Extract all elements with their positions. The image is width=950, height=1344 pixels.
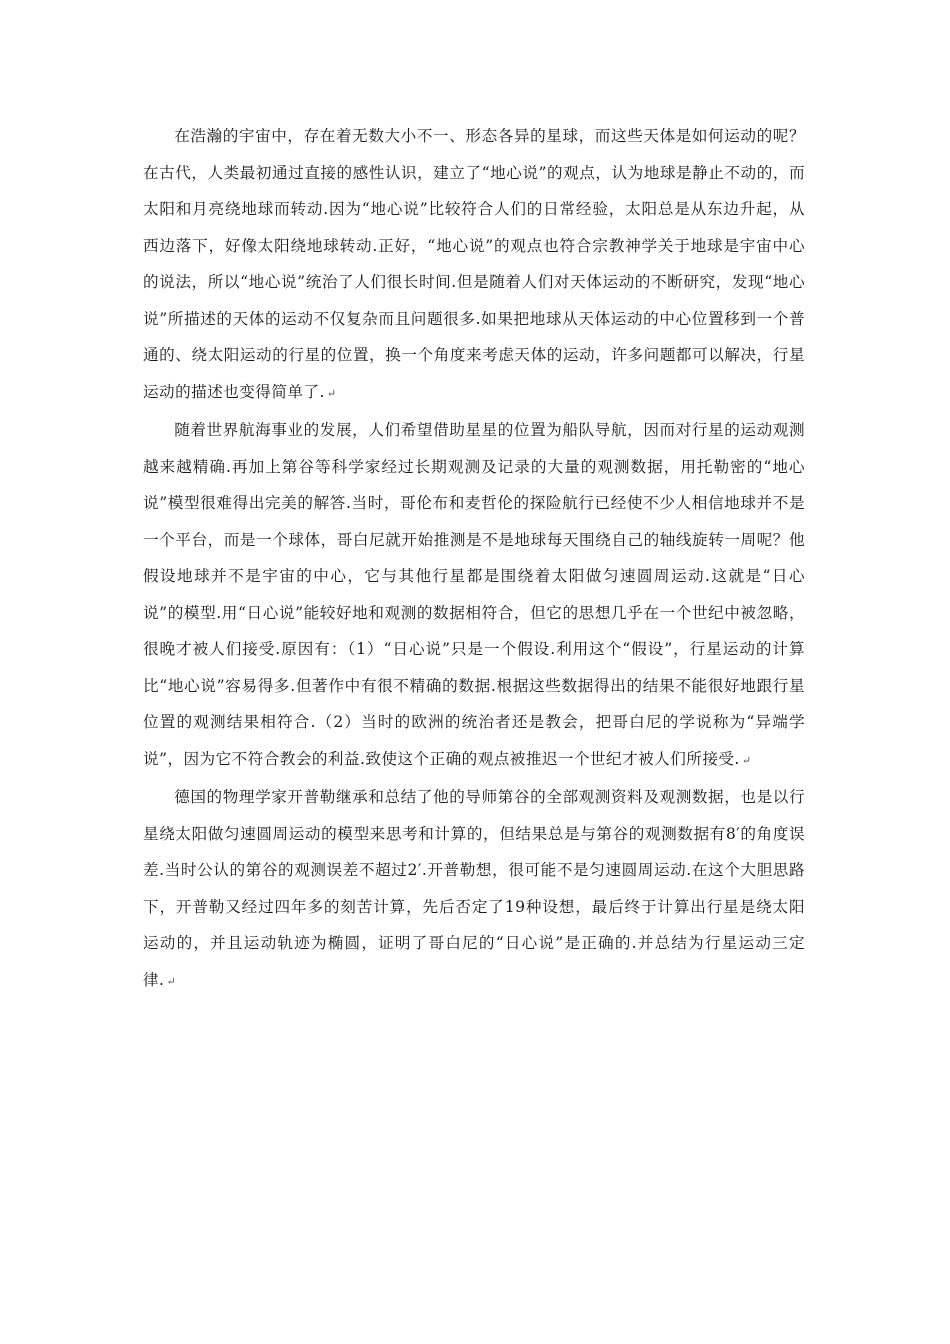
paragraph-mark-icon: ↵ xyxy=(326,386,337,400)
document-body xyxy=(143,118,805,1000)
paragraph-heliocentric xyxy=(143,412,805,779)
paragraph-text: 在浩瀚的宇宙中，存在着无数大小不一、形态各异的星球，而这些天体是如何运动的呢？在古代，人类最初通过直接的感性认识，建立了“地心说”的观点，认为地球是静止不动的，而太阳和月亮绕地球而转动.因为“地心说”比较符合人们的日常经验，太阳总是从东边升起，从西边落下，好像太阳绕地球转动.正好，“地心说”的观点也符合宗教神学关于地球是宇宙中心的说法，所以“地心说”统治了人们很长时间.但是随着人们对天体运动的不断研究，发现“地心说”所描述的天体的运动不仅复杂而且问题很多.如果把地球从天体运动的中心位置移到一个普通的、绕太阳运动的行星的位置，换一个角度来考虑天体的运动，许多问题都可以解决，行星运动的描述也变得简单了. xyxy=(143,127,805,401)
paragraph-geocentric xyxy=(143,118,805,412)
paragraph-mark-icon: ↵ xyxy=(741,753,752,767)
paragraph-kepler xyxy=(143,779,805,1000)
paragraph-mark-icon: ↵ xyxy=(166,974,177,988)
paragraph-text: 随着世界航海事业的发展，人们希望借助星星的位置为船队导航，因而对行星的运动观测越来越精确.再加上第谷等科学家经过长期观测及记录的大量的观测数据，用托勒密的“地心说”模型很难得出完美的解答.当时，哥伦布和麦哲伦的探险航行已经使不少人相信地球并不是一个平台，而是一个球体，哥白尼就开始推测是不是地球每天围绕自己的轴线旋转一周呢？他假设地球并不是宇宙的中心，它与其他行星都是围绕着太阳做匀速圆周运动.这就是“日心说”的模型.用“日心说”能较好地和观测的数据相符合，但它的思想几乎在一个世纪中被忽略，很晚才被人们接受.原因有：（1）“日心说”只是一个假设.利用这个“假设”，行星运动的计算比“地心说”容易得多.但著作中有很不精确的数据.根据这些数据得出的结果不能很好地跟行星位置的观测结果相符合.（2）当时的欧洲的统治者还是教会，把哥白尼的学说称为“异端学说”，因为它不符合教会的利益.致使这个正确的观点被推迟一个世纪才被人们所接受. xyxy=(143,421,805,768)
paragraph-text: 德国的物理学家开普勒继承和总结了他的导师第谷的全部观测资料及观测数据，也是以行星绕太阳做匀速圆周运动的模型来思考和计算的，但结果总是与第谷的观测数据有8′的角度误差.当时公认的第谷的观测误差不超过2′.开普勒想，很可能不是匀速圆周运动.在这个大胆思路下，开普勒又经过四年多的刻苦计算，先后否定了19种设想，最后终于计算出行星是绕太阳运动的，并且运动轨迹为椭圆，证明了哥白尼的“日心说”是正确的.并总结为行星运动三定律. xyxy=(143,788,805,989)
